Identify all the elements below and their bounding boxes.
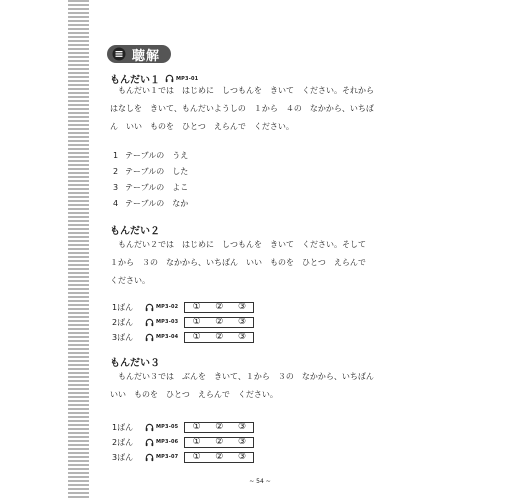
choice-item	[113, 150, 188, 161]
section-header	[107, 45, 171, 63]
instruction-line: もんだい３では ぶんを きいて、１から ３の なかから、いちばん	[110, 372, 374, 381]
section-title: 聴解	[132, 48, 161, 64]
question-label: 2ばん	[112, 317, 134, 327]
mondai2-title: もんだい２	[110, 226, 160, 237]
mp3-track-label: MP3-07	[156, 454, 179, 460]
answer-option[interactable]: ②	[215, 421, 224, 432]
answer-option[interactable]: ③	[237, 421, 247, 432]
answer-choices-box	[184, 317, 254, 328]
mondai3-instructions	[110, 368, 416, 404]
answer-option[interactable]: ①	[192, 451, 201, 462]
notebook-icon	[112, 47, 126, 61]
choice-item	[113, 182, 188, 193]
choice-number: 3	[113, 183, 119, 192]
mp3-track-label: MP3-01	[176, 75, 199, 82]
mondai3-heading	[110, 354, 160, 369]
choice-item	[113, 166, 188, 177]
mondai3-title: もんだい３	[110, 358, 160, 369]
instruction-line: １から ３の なかから、いちばん いい ものを ひとつ えらんで	[110, 258, 366, 267]
mp3-track-label: MP3-05	[156, 424, 179, 430]
headphones-icon[interactable]	[145, 438, 154, 447]
answer-option[interactable]: ①	[192, 331, 201, 342]
mp3-track-label: MP3-03	[156, 319, 179, 325]
answer-choices-box	[184, 332, 254, 343]
choice-text: テーブルの うえ	[125, 151, 189, 160]
headphones-icon[interactable]	[145, 303, 154, 312]
mp3-track-label: MP3-02	[156, 304, 179, 310]
answer-option[interactable]: ②	[215, 436, 224, 447]
answer-option[interactable]: ①	[192, 316, 201, 327]
choice-number: 2	[113, 167, 119, 176]
choice-text: テーブルの した	[125, 167, 189, 176]
answer-row	[112, 300, 254, 314]
headphones-icon[interactable]	[145, 423, 154, 432]
answer-option[interactable]: ②	[215, 301, 224, 312]
answer-row	[112, 435, 254, 449]
answer-choices-box	[184, 452, 254, 463]
answer-row	[112, 420, 254, 434]
page-number: ~ 54 ~	[249, 478, 271, 485]
answer-choices-box	[184, 437, 254, 448]
mp3-track-label: MP3-04	[156, 334, 179, 340]
answer-option[interactable]: ③	[237, 451, 247, 462]
headphones-icon[interactable]	[145, 453, 154, 462]
answer-option[interactable]: ②	[215, 451, 224, 462]
answer-row	[112, 315, 254, 329]
answer-option[interactable]: ①	[192, 421, 201, 432]
instruction-line: はなしを きいて、もんだいようしの １から ４の なかから、いちば	[110, 104, 374, 113]
instruction-line: ん いい ものを ひとつ えらんで ください。	[110, 122, 294, 131]
mondai1-title: もんだい１	[110, 75, 160, 86]
headphones-icon[interactable]	[145, 318, 154, 327]
answer-option[interactable]: ③	[237, 301, 247, 312]
answer-option[interactable]: ②	[215, 316, 224, 327]
answer-option[interactable]: ③	[237, 331, 247, 342]
answer-option[interactable]: ③	[237, 316, 247, 327]
question-label: 1ばん	[112, 422, 134, 432]
answer-row	[112, 330, 254, 344]
mondai2-heading	[110, 222, 160, 237]
mondai1-instructions	[110, 82, 416, 136]
instruction-line: もんだい２では はじめに しつもんを きいて ください。そして	[110, 240, 366, 249]
mondai2-instructions	[110, 236, 416, 290]
question-label: 1ばん	[112, 302, 134, 312]
question-label: 3ばん	[112, 452, 134, 462]
answer-row	[112, 450, 254, 464]
choice-text: テーブルの よこ	[125, 183, 189, 192]
instruction-line: いい ものを ひとつ えらんで ください。	[110, 390, 278, 399]
question-label: 2ばん	[112, 437, 134, 447]
instruction-line: もんだい１では はじめに しつもんを きいて ください。それから	[110, 86, 374, 95]
answer-option[interactable]: ①	[192, 301, 201, 312]
answer-choices-box	[184, 422, 254, 433]
answer-option[interactable]: ②	[215, 331, 224, 342]
choice-number: 1	[113, 151, 119, 160]
headphones-icon[interactable]	[145, 333, 154, 342]
mp3-track-label: MP3-06	[156, 439, 179, 445]
choice-item	[113, 198, 188, 209]
answer-choices-box	[184, 302, 254, 313]
choice-text: テーブルの なか	[125, 199, 189, 208]
choice-number: 4	[113, 199, 119, 208]
instruction-line: ください。	[110, 276, 150, 285]
answer-option[interactable]: ①	[192, 436, 201, 447]
question-label: 3ばん	[112, 332, 134, 342]
answer-option[interactable]: ③	[237, 436, 247, 447]
